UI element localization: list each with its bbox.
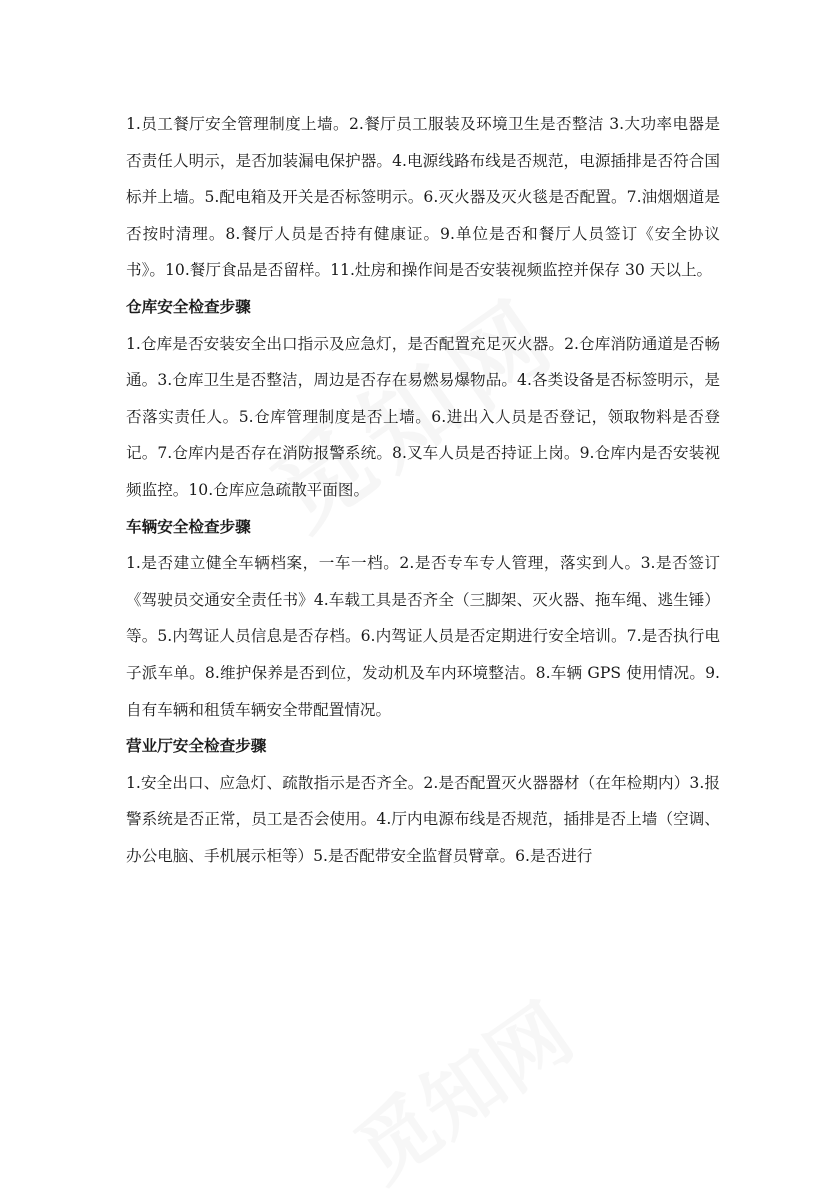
section-business-hall-body: 1.安全出口、应急灯、疏散指示是否齐全。2.是否配置灭火器器材（在年检期内）3.报警系统是否正常，员工是否会使用。4.厅内电源布线是否规范，插排是否上墙（空调、办公电脑、手机展示柜等）5.是否配带安全监督员臂章。6.是否进行 [126,773,720,865]
section-warehouse-body: 1.仓库是否安装安全出口指示及应急灯，是否配置充足灭火器。2.仓库消防通道是否畅通。3.仓库卫生是否整洁，周边是否存在易燃易爆物品。4.各类设备是否标签明示，是否落实责任人。5.仓库管理制度是否上墙。6.进出入人员是否登记，领取物料是否登记。7.仓库内是否存在消防报警系统。8.叉车人员是否持证上岗。9.仓库内是否安装视频监控。10.仓库应急疏散平面图。 [126,334,720,499]
section-warehouse-heading: 仓库安全检查步骤 [126,297,251,316]
section-business-hall-heading: 营业厅安全检查步骤 [126,737,267,756]
section-canteen-body: 1.员工餐厅安全管理制度上墙。2.餐厅员工服装及环境卫生是否整洁 3.大功率电器是否责任人明示，是否加装漏电保护器。4.电源线路布线是否规范，电源插排是否符合国标并上墙。5.配电箱及开关是否标签明示。6.灭火器及灭火毯是否配置。7.油烟烟道是否按时清理。8.餐厅人员是否持有健康证。9.单位是否和餐厅人员签订《安全协议书》。10.餐厅食品是否留样。11.灶房和操作间是否安装视频监控并保存 30 天以上。 [126,115,720,280]
section-vehicle-heading: 车辆安全检查步骤 [126,517,251,536]
section-vehicle-body: 1.是否建立健全车辆档案，一车一档。2.是否专车专人管理，落实到人。3.是否签订《驾驶员交通安全责任书》4.车载工具是否齐全（三脚架、灭火器、拖车绳、逃生锤）等。5.内驾证人员信息是否存档。6.内驾证人员是否定期进行安全培训。7.是否执行电子派车单。8.维护保养是否到位，发动机及车内环境整洁。8.车辆 GPS 使用情况。9.自有车辆和租赁车辆安全带配置情况。 [126,554,720,719]
document-content [126,106,720,874]
watermark-bottom [329,972,592,1203]
